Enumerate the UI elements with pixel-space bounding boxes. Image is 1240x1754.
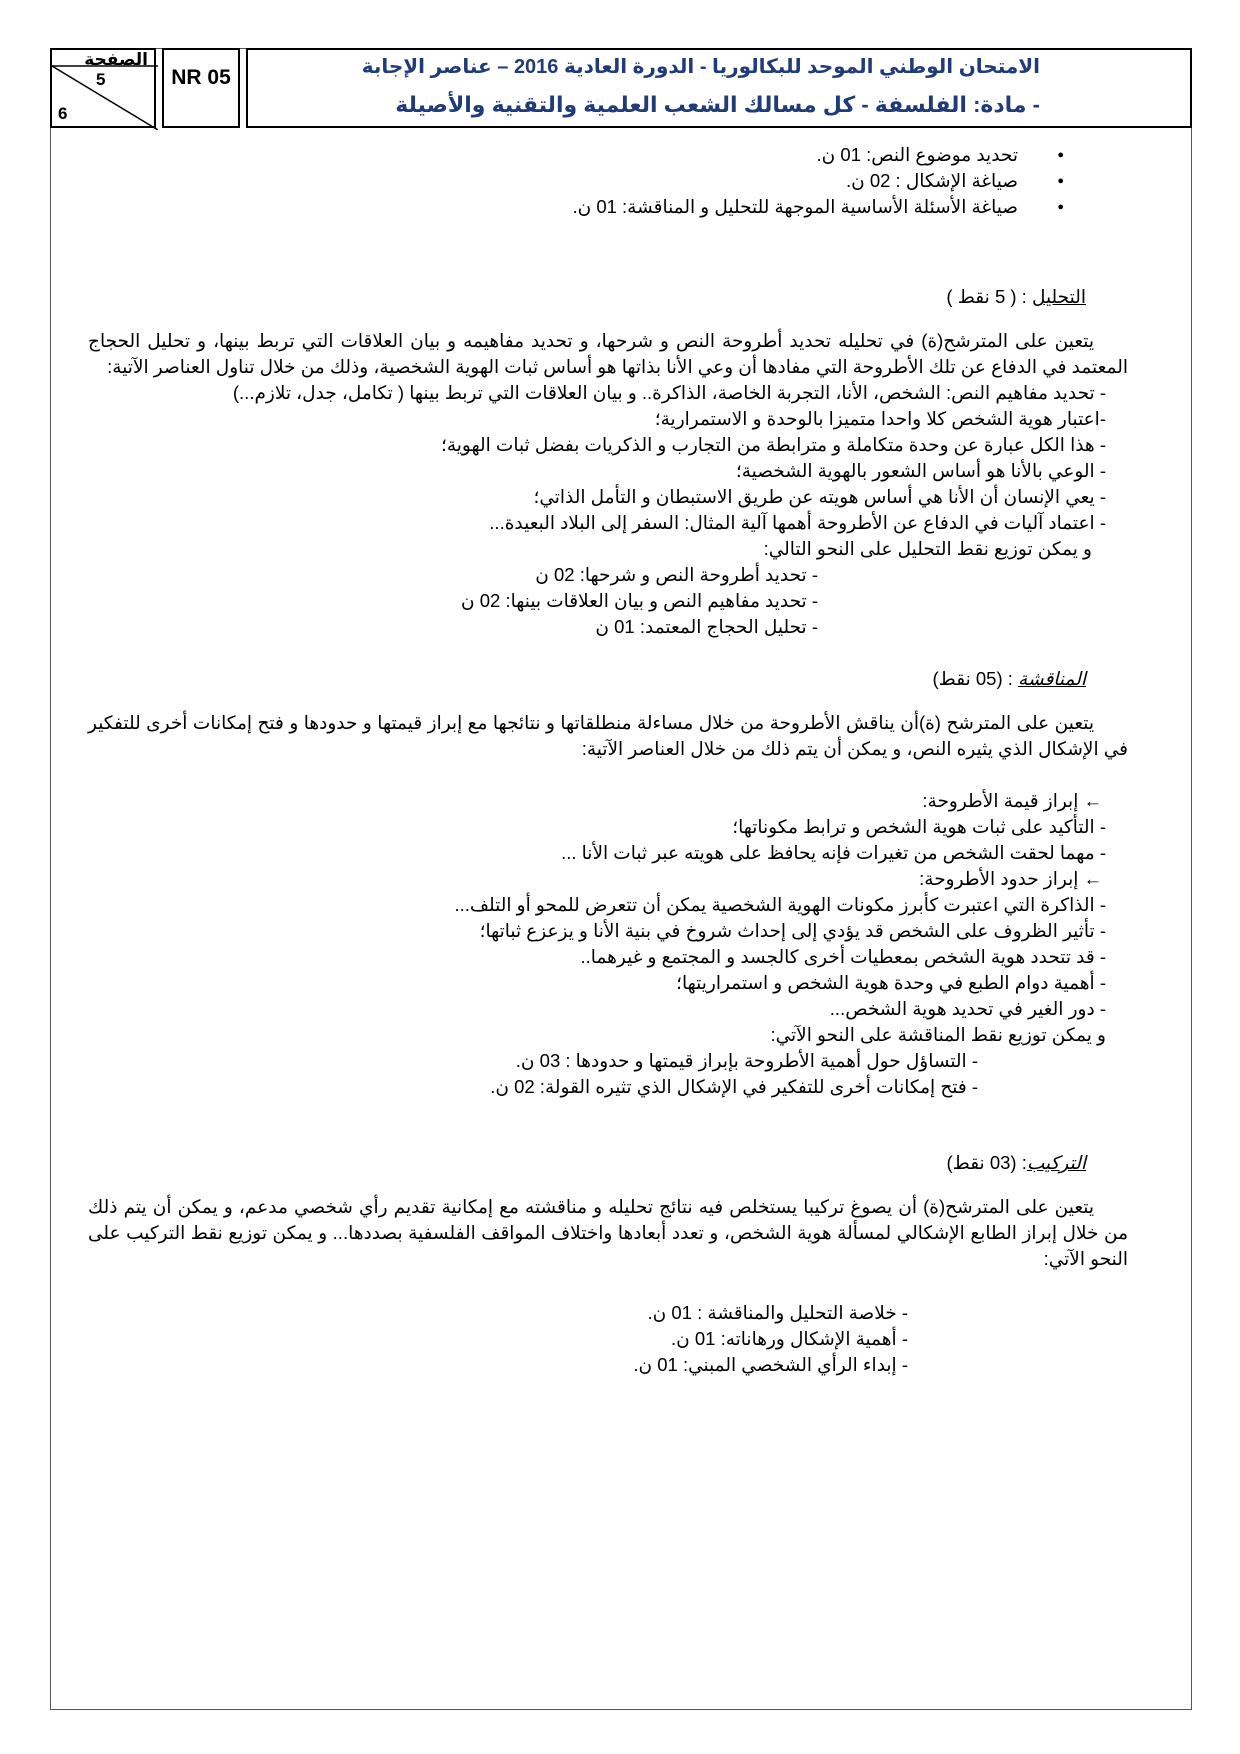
synthesis-distribution — [88, 1300, 1128, 1378]
synthesis-distribution-item: - خلاصة التحليل والمناقشة : 01 ن. — [647, 1302, 908, 1323]
discussion-value-item: - مهما لحقت الشخص من تغيرات فإنه يحافظ على هويته عبر ثبات الأنا ... — [561, 842, 1106, 863]
title-line-2: - مادة: الفلسفة - كل مسالك الشعب العلمية والتقنية والأصيلة — [395, 92, 1040, 117]
discussion-distribution-item: - التساؤل حول أهمية الأطروحة بإبراز قيمتها و حدودها : 03 ن. — [515, 1050, 978, 1071]
synthesis-distribution-item: - أهمية الإشكال ورهاناته: 01 ن. — [670, 1328, 908, 1349]
discussion-limits-item: - الذاكرة التي اعتبرت كأبرز مكونات الهوية الشخصية يمكن أن تتعرض للمحو أو التلف... — [454, 894, 1106, 915]
header — [50, 48, 1192, 128]
intro-bullets — [88, 142, 1128, 220]
synthesis-heading — [88, 1150, 1128, 1176]
analysis-distribution-intro: و يمكن توزيع نقط التحليل على النحو التالي: — [763, 538, 1092, 559]
synthesis-paragraph: يتعين على المترشح(ة) أن يصوغ تركيبا يستخلص فيه نتائج تحليله و مناقشته مع إمكانية تقديم رأي شخصي مدعم، و يمكن أن يتم ذلك من خلال إبراز الطابع الإشكالي لمسألة هوية الشخص، و تعدد أبعادها واختلاف المواقف الفلسفية بصددها... و يمكن توزيع نقط التركيب على النحو الآتي: — [88, 1196, 1128, 1269]
analysis-distribution-item: - تحديد مفاهيم النص و بيان العلاقات بينها: 02 ن — [461, 590, 818, 611]
discussion-limits-item: - أهمية دوام الطبع في وحدة هوية الشخص و استمراريتها؛ — [676, 972, 1106, 993]
analysis-distribution-item: - تحليل الحجاج المعتمد: 01 ن — [595, 616, 818, 637]
analysis-item: -اعتبار هوية الشخص كلا واحدا متميزا بالوحدة و الاستمرارية؛ — [654, 408, 1106, 429]
synthesis-points: : (03 نقط) — [946, 1152, 1027, 1173]
page-label: الصفحة — [84, 50, 148, 69]
title-line-1: الامتحان الوطني الموحد للبكالوريا - الدورة العادية 2016 – عناصر الإجابة — [361, 56, 1040, 78]
discussion-section — [88, 666, 1128, 1100]
title-box — [246, 48, 1192, 128]
intro-bullet: ● صياغة الإشكال : 02 ن. — [88, 168, 1058, 194]
discussion-limits-item: - دور الغير في تحديد هوية الشخص... — [829, 998, 1106, 1019]
analysis-item: - الوعي بالأنا هو أساس الشعور بالهوية الشخصية؛ — [735, 460, 1106, 481]
analysis-heading — [88, 284, 1128, 310]
discussion-limits-item: - قد تتحدد هوية الشخص بمعطيات أخرى كالجسد و المجتمع و غيرهما.. — [580, 946, 1106, 967]
synthesis-section — [88, 1150, 1128, 1378]
analysis-title: التحليل — [1031, 286, 1086, 307]
exam-code: NR 05 — [162, 48, 240, 128]
analysis-item: - يعي الإنسان أن الأنا هي أساس هويته عن طريق الاستبطان و التأمل الذاتي؛ — [533, 486, 1106, 507]
analysis-item: - اعتماد آليات في الدفاع عن الأطروحة أهمها آلية المثال: السفر إلى البلاد البعيدة... — [489, 512, 1106, 533]
discussion-heading — [88, 666, 1128, 692]
discussion-distribution-intro: و يمكن توزيع نقط المناقشة على النحو الآتي: — [770, 1024, 1106, 1045]
page-total: 6 — [58, 104, 68, 123]
discussion-title: المناقشة — [1018, 668, 1086, 689]
discussion-distribution-item: - فتح إمكانات أخرى للتفكير في الإشكال الذي تثيره القولة: 02 ن. — [490, 1076, 978, 1097]
intro-bullet: ● صياغة الأسئلة الأساسية الموجهة للتحليل و المناقشة: 01 ن. — [88, 194, 1058, 220]
analysis-section — [88, 284, 1128, 640]
discussion-value-head: ← إبراز قيمة الأطروحة: — [922, 790, 1102, 811]
analysis-item: - تحديد مفاهيم النص: الشخص، الأنا، التجربة الخاصة، الذاكرة.. و بيان العلاقات التي تربط بينها ( تكامل، جدل، تلازم...) — [232, 382, 1106, 403]
document-body — [88, 142, 1128, 1378]
page-number: 5 — [96, 70, 106, 89]
discussion-limits-item: - تأثير الظروف على الشخص قد يؤدي إلى إحداث شروخ في بنية الأنا و يزعزع ثباتها؛ — [479, 920, 1106, 941]
page-number-box — [50, 48, 156, 128]
discussion-limits-head: ← إبراز حدود الأطروحة: — [919, 868, 1102, 889]
discussion-points: : (05 نقط) — [932, 668, 1019, 689]
synthesis-title: التركيب — [1026, 1152, 1086, 1173]
analysis-distribution-item: - تحديد أطروحة النص و شرحها: 02 ن — [535, 564, 818, 585]
intro-bullet: ● تحديد موضوع النص: 01 ن. — [88, 142, 1058, 168]
analysis-item: - هذا الكل عبارة عن وحدة متكاملة و مترابطة من التجارب و الذكريات بفضل ثبات الهوية؛ — [440, 434, 1106, 455]
analysis-points: : ( 5 نقط ) — [946, 286, 1032, 307]
analysis-paragraph: يتعين على المترشح(ة) في تحليله تحديد أطروحة النص و شرحها، و تحديد مفاهيمه و بيان العلاقات التي تربط بينها، و تحليل الحجاج المعتمد في الدفاع عن تلك الأطروحة التي مفادها أن وعي الأنا بذاتها هو أساس ثبات الهوية الشخصية، وذلك من خلال تناول العناصر الآتية: — [88, 330, 1128, 377]
discussion-value-item: - التأكيد على ثبات هوية الشخص و ترابط مكوناتها؛ — [732, 816, 1106, 837]
discussion-paragraph: يتعين على المترشح (ة)أن يناقش الأطروحة من خلال مساءلة منطلقاتها و نتائجها مع إبراز قيمتها و حدودها و فتح إمكانات أخرى للتفكير في الإشكال الذي يثيره النص، و يمكن أن يتم ذلك من خلال العناصر الآتية: — [88, 712, 1128, 759]
synthesis-distribution-item: - إبداء الرأي الشخصي المبني: 01 ن. — [633, 1354, 908, 1375]
